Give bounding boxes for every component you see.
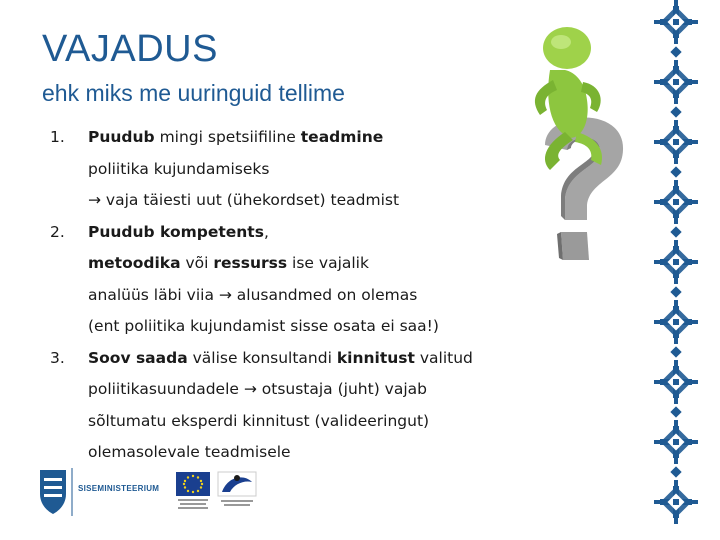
- text-segment: poliitika kujundamiseks: [88, 159, 270, 178]
- eu-flag-icon: [176, 472, 210, 509]
- list-item-number: 2.: [50, 222, 65, 241]
- text-segment: olemasolevale teadmisele: [88, 443, 291, 461]
- list-item-line: [88, 406, 540, 438]
- list-item-line: [88, 280, 540, 312]
- bold-text: Puudub kompetents: [88, 222, 264, 241]
- logos-bar: [38, 464, 278, 524]
- text-segment: ,: [263, 222, 269, 241]
- bold-text: ressurss: [213, 254, 288, 272]
- bold-text: teadmine: [300, 128, 384, 146]
- list-item-line: [88, 248, 540, 280]
- list-item-number: 3.: [50, 348, 65, 367]
- text-segment: sõltumatu eksperdi kinnitust (valideeringut): [88, 411, 430, 430]
- ornament-pattern-icon: [640, 0, 712, 540]
- text-segment: mingi spetsiifiline: [154, 128, 301, 146]
- text-segment: (ent poliitika kujundamist sisse osata ei saa!): [88, 317, 439, 335]
- bold-text: kinnitust: [336, 348, 415, 367]
- text-segment: → vaja täiesti uut (ühekordset) teadmist: [88, 191, 400, 209]
- text-segment: või: [180, 254, 214, 272]
- list-item-number: 1.: [50, 128, 65, 146]
- list-item-line: [88, 185, 540, 217]
- slide-subtitle: ehk miks me uuringuid tellime: [42, 80, 345, 106]
- bold-text: Puudub: [88, 128, 155, 146]
- list-item: [50, 343, 540, 469]
- list-item: [50, 122, 540, 217]
- list-item-line: [88, 343, 540, 375]
- bold-text: metoodika: [88, 254, 181, 272]
- text-segment: välise konsultandi: [187, 348, 337, 367]
- text-segment: poliitikasuundadele → otsustaja (juht) vajab: [88, 380, 427, 398]
- numbered-list: [50, 122, 540, 469]
- bold-text: Soov saada: [88, 348, 188, 367]
- text-segment: valitud: [414, 348, 473, 367]
- list-item-line: [88, 311, 540, 343]
- coat-of-arms-icon: [40, 470, 66, 514]
- ministry-name: SISEMINISTEERIUM: [78, 484, 160, 493]
- text-segment: analüüs läbi viia → alusandmed on olemas: [88, 285, 418, 304]
- text-segment: ise vajalik: [287, 254, 369, 272]
- list-item: [50, 217, 540, 343]
- list-item-line: [88, 122, 540, 154]
- list-item-line: [88, 154, 540, 186]
- esf-logo-icon: [218, 472, 256, 506]
- list-item-line: [88, 374, 540, 406]
- slide-title: VAJADUS: [42, 28, 218, 70]
- list-item-line: [88, 217, 540, 249]
- thinking-figure-icon: [505, 20, 635, 265]
